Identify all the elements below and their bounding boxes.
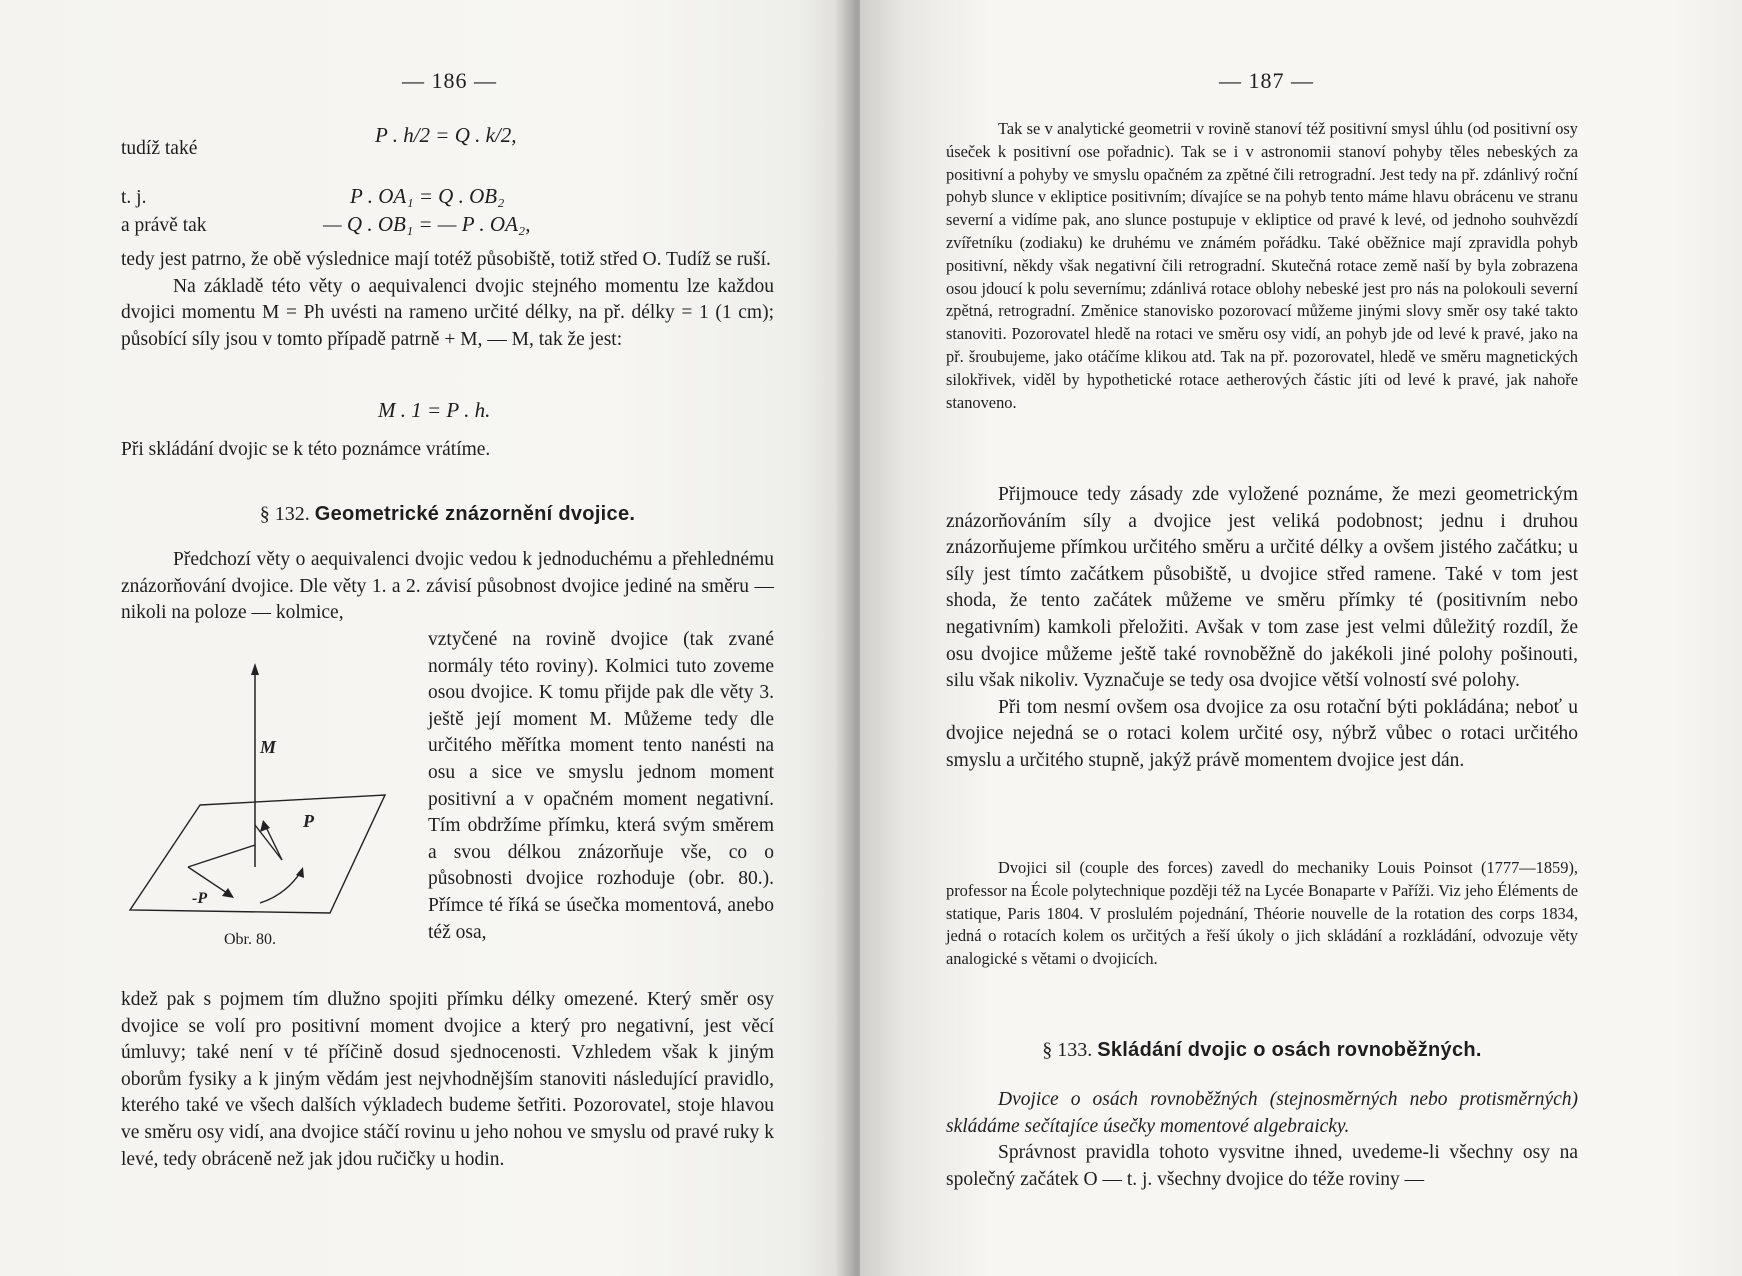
right-text-block-1 — [946, 482, 1578, 775]
equation-1-text: P . h/2 = Q . k/2, — [375, 123, 517, 147]
equation-1 — [375, 122, 517, 148]
section-title-133: Skládání dvojic o osách rovnoběžných. — [1097, 1039, 1482, 1061]
page-number-186: — 186 — — [402, 68, 497, 93]
figure-label-m: M — [260, 737, 277, 757]
figure-80-diagram — [120, 655, 420, 930]
right-paragraph-3: Dvojice o osách rovnoběžných (stejnosměrných nebo protisměrných) skládáme sečítajíce úsečky momentové algebraicky. — [946, 1089, 1578, 1137]
force-neg-p-arrowhead — [222, 888, 234, 898]
right-small-block-2 — [946, 857, 1578, 971]
equation-label-1: tudíž také — [121, 138, 198, 159]
rotation-arc — [260, 873, 300, 903]
right-paragraph-1: Přijmouce tedy zásady zde vyložené poznáme, že mezi geometrickým znázorňováním síly a dvojice jest veliká podobnost; jednu i druhou znázorňujeme přímkou určitého směru a určité délky a ovšem jistého začátku; u síly jest tímto začátkem působiště, u dvojice střed ramene. Také v tom jest shoda, že tento začátek můžeme ve směru přímky té (positivním nebo negativním) kamkoli přeložiti. Avšak v tom zase jest velmi důležitý rozdíl, že osu dvojice můžeme ještě také rovnoběžně do jakékoli jiné polohy pošinouti, silu však nikoliv. Vyznačuje se tedy osa dvojice větší volností své polohy. — [946, 484, 1578, 692]
right-paragraph-4: Správnost pravidla tohoto vysvitne ihned, uvedeme-li všechny osy na společný začátek O — t. j. všechny dvojice do téže roviny — — [946, 1142, 1578, 1190]
figure-80-caption: Obr. 80. — [224, 931, 276, 948]
left-paragraph-1: tedy jest patrno, že obě výslednice mají totéž působiště, totiž střed O. Tudíž se ruší. — [121, 249, 771, 270]
right-small-paragraph-1: Tak se v analytické geometrii v rovině stanoví též positivní smysl úhlu (od positivní osy úseček k positivní ose pořadnic). Tak se i v astronomii stanoví pohyby těles nebeských za positivní a pohyby ve smyslu opačném za zpětné čili retrogradní. Jest tedy na př. zdánlivý roční pohyb slunce v ekliptice positivním; dívajíce se na pohyb tento máme hlavu obrácenu ve stranu severní a vidíme pak, ano slunce postupuje v ekliptice od pravé k levé, od jednoho souhvězdí zvířetníku (zodiaku) ke druhému ve známém pořádku. Také oběžnice mají zpravidla pohyb positivní, někdy však negativní čili retrogradní. Skutečná rotace země naší by byla zobrazena osou jdoucí k polu severnímu; zdánlivá rotace oblohy nebeské jest pro nás na polokouli severní zpětná, retrogradní. Změnice stanovisko pozorovací můžeme jinými slovy směr osy také takto stanoviti. Pozorovatel hledě na rotaci ve směru osy vidí, an pohyb jde od levé k pravé, jako na př. šroubujeme, jako otáčíme klikou atd. Tak na př. pozorovatel, hledě ve směru magnetických silokřivek, viděl by hypothetické rotace aetherových částic jíti od levé k pravé, jak nahoře stanoveno. — [946, 119, 1578, 412]
right-page — [860, 0, 1742, 1276]
left-text-block-4 — [121, 987, 774, 1173]
force-p-line — [265, 825, 282, 860]
moment-axis-arrowhead — [251, 663, 259, 675]
figure-label-neg-p: -P — [192, 890, 208, 907]
force-p-arrowhead — [260, 820, 270, 832]
equation-label-3: a právě tak — [121, 215, 207, 236]
left-paragraph-4-wrap: vztyčené na rovině dvojice (tak zvané normály této roviny). Kolmici tuto zoveme osou dvojice. K tomu přijde pak dle věty 3. ještě její moment M. Můžeme tedy dle určitého měřítka moment tento nanésti na osu a sice ve smyslu jednom moment positivní a v opačném moment negativní. Tím obdržíme přímku, která svým směrem a svou délkou znázorňuje vše, co o působnosti dvojice rozhoduje (obr. 80.). Přímce té říká se úsečka momentová, anebo též osa, — [428, 629, 774, 943]
left-paragraph-4-full: Předchozí věty o aequivalenci dvojic vedou k jednoduchému a přehlednému znázorňování dvojice. Dle věty 1. a 2. závisí působnost dvojice jediné na směru — nikoli na poloze — kolmice, — [121, 549, 774, 624]
left-text-block-wrap — [428, 627, 774, 946]
left-text-block-3 — [121, 547, 774, 627]
section-heading-132 — [121, 503, 774, 526]
right-paragraph-2: Při tom nesmí ovšem osa dvojice za osu rotační býti pokládána; neboť u dvojice nejedná se o rotaci kolem určité osy, nýbrž vůbec o rotaci určitého smyslu a určitého stupně, jakýž právě momentem dvojice jest dán. — [946, 696, 1578, 771]
left-paragraph-4-rest: kdež pak s pojmem tím dlužno spojiti přímku délky omezené. Který směr osy dvojice se volí pro positivní moment dvojice a který pro negativní, jest věcí úmluvy; také není v té příčině dosud sjednocenosti. Vzhledem však k jiným oborům fysiky a k jiným vědám jest nejvhodnějším stanoviti následující pravidlo, kterého také ve všech dalších výkladech budeme šetřiti. Pozorovatel, stoje hlavou ve směru osy vidí, ana dvojice stáčí rovinu u jeho nohou ve smyslu od pravé ruky k levé, tedy obráceně než jak jdou ručičky u hodin. — [121, 989, 774, 1170]
arm-upper — [255, 825, 282, 860]
figure-label-p: P — [303, 811, 314, 831]
right-small-block-1 — [946, 118, 1578, 414]
section-title-132: Geometrické znázornění dvojice. — [314, 503, 636, 525]
equation-2: P . OA₁ = Q . OB₂ — [350, 184, 505, 208]
right-small-paragraph-2: Dvojici sil (couple des forces) zavedl do mechaniky Louis Poinsot (1777—1859), professor na École polytechnique později též na Lycée Bonaparte v Paříži. Viz jeho Éléments de statique, Paris 1804. V proslulém pojednání, Théorie nouvelle de la rotation des corps 1834, jedná o rotacích kolem os určitých a řeší úkoly o jich skládání a rozkládání, odvozuje věty analogické s větami o dvojicích. — [946, 858, 1578, 969]
arm-lower — [188, 845, 255, 867]
left-paragraph-3: Při skládání dvojic se k této poznámce vrátíme. — [121, 439, 491, 460]
section-number-132: § 132. — [259, 503, 310, 525]
equation-4: M . 1 = P . h. — [378, 398, 491, 422]
equation-label-2: t. j. — [121, 187, 147, 208]
page-number-187: — 187 — — [1219, 68, 1314, 93]
left-text-block-2 — [121, 437, 774, 464]
left-text-block-1 — [121, 247, 774, 353]
left-page — [0, 0, 860, 1276]
right-text-block-2 — [946, 1087, 1578, 1193]
section-heading-133 — [946, 1039, 1578, 1062]
plane-outline — [130, 795, 385, 913]
section-number-133: § 133. — [1042, 1039, 1093, 1061]
left-paragraph-2: Na základě této věty o aequivalenci dvojic stejného momentu lze každou dvojici momentu M = Ph uvésti na rameno určité délky, na př. délky = 1 (1 cm); působící síly jsou v tomto případě patrně + M, — M, tak že jest: — [121, 275, 774, 350]
equation-3: — Q . OB₁ = — P . OA₂, — [323, 212, 531, 236]
